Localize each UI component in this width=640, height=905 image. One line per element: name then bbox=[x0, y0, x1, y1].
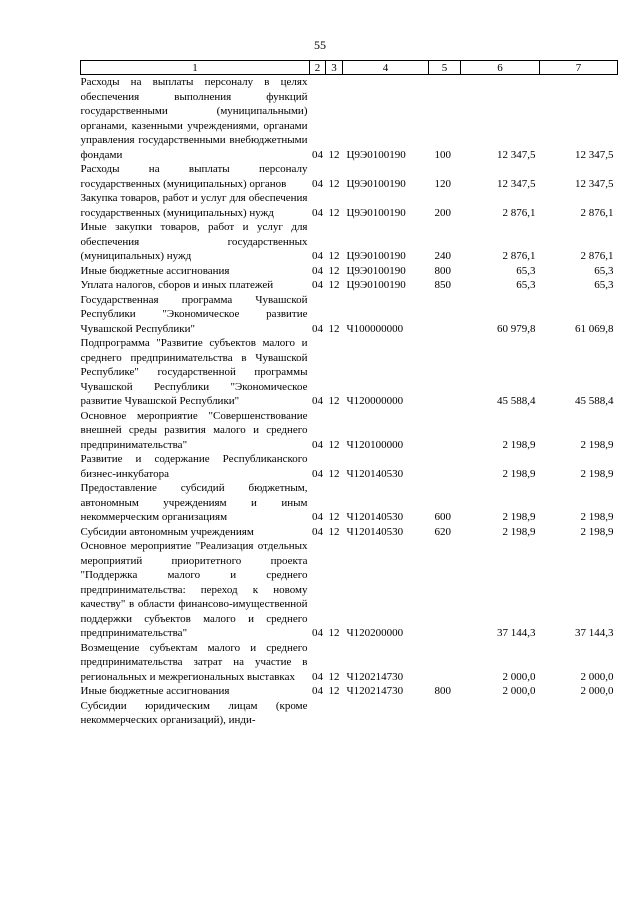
section-code bbox=[310, 699, 326, 728]
target-article-code: Ц9Э0100190 bbox=[346, 264, 406, 277]
section-code: 04 bbox=[312, 438, 323, 451]
table-row bbox=[81, 699, 618, 728]
target-article-code: Ч120140530 bbox=[346, 511, 404, 523]
expense-type-code: 800 bbox=[434, 685, 451, 697]
section-code: 04 bbox=[312, 627, 323, 639]
amount-year-1: 2 198,9 bbox=[502, 467, 536, 480]
target-article-code: Ц9Э0100190 bbox=[346, 177, 406, 190]
row-name: Расходы на выплаты персоналу государственных (муниципальных) органов bbox=[80, 163, 308, 190]
amount-year-1: 2 198,9 bbox=[502, 438, 536, 451]
row-name: Основное мероприятие "Реализация отдельных мероприятий приоритетного проекта "Поддержка малого и среднего предпринимательства: переход к новому качеству" в области финансово-имущественной поддержки субъектов малого и среднего предпринимательства" bbox=[80, 540, 308, 639]
expense-type-code: 100 bbox=[434, 148, 451, 161]
row-name: Уплата налогов, сборов и иных платежей bbox=[80, 279, 274, 291]
subsection-code: 12 bbox=[328, 206, 340, 219]
amount-year-2: 2 000,0 bbox=[580, 685, 614, 697]
row-name: Предоставление субсидий бюджетным, автономным учреждениям и иным некоммерческим организациям bbox=[80, 482, 308, 523]
table-row bbox=[81, 525, 618, 540]
expense-type-code: 120 bbox=[434, 177, 451, 190]
table-row bbox=[81, 278, 618, 293]
subsection-code: 12 bbox=[328, 177, 340, 190]
target-article-code: Ц9Э0100190 bbox=[346, 250, 406, 262]
table-row bbox=[81, 264, 618, 279]
amount-year-1: 65,3 bbox=[516, 279, 536, 291]
amount-year-1: 2 198,9 bbox=[502, 511, 536, 523]
subsection-code: 12 bbox=[328, 685, 340, 697]
subsection-code: 12 bbox=[328, 511, 340, 523]
row-name: Субсидии юридическим лицам (кроме некоммерческих организаций), инди- bbox=[80, 699, 308, 726]
target-article-code: Ч120214730 bbox=[346, 685, 404, 697]
column-header: 3 bbox=[326, 61, 343, 75]
amount-year-2: 2 000,0 bbox=[580, 670, 614, 683]
section-code: 04 bbox=[312, 511, 323, 523]
row-name: Развитие и содержание Республиканского бизнес-инкубатора bbox=[80, 453, 308, 480]
target-article-code: Ч120000000 bbox=[346, 395, 404, 407]
section-code: 04 bbox=[312, 206, 323, 219]
amount-year-1: 60 979,8 bbox=[497, 322, 536, 335]
amount-year-2: 12 347,5 bbox=[575, 148, 614, 161]
table-header bbox=[81, 61, 618, 75]
amount-year-1: 65,3 bbox=[516, 264, 536, 277]
column-header: 1 bbox=[81, 61, 310, 75]
row-name: Субсидии автономным учреждениям bbox=[80, 525, 254, 538]
subsection-code: 12 bbox=[328, 525, 340, 538]
expense-type-code bbox=[429, 336, 461, 409]
amount-year-2: 2 876,1 bbox=[580, 250, 614, 262]
subsection-code: 12 bbox=[328, 438, 340, 451]
target-article-code: Ц9Э0100190 bbox=[346, 148, 406, 161]
page-number: 55 bbox=[314, 38, 326, 52]
amount-year-1: 2 876,1 bbox=[502, 250, 536, 262]
budget-table bbox=[80, 60, 618, 728]
amount-year-2: 37 144,3 bbox=[575, 627, 614, 639]
table-row bbox=[81, 452, 618, 481]
amount-year-1: 2 000,0 bbox=[502, 670, 536, 683]
table-row bbox=[81, 75, 618, 163]
row-name: Государственная программа Чувашской Республики "Экономическое развитие Чувашской Республики" bbox=[80, 293, 308, 335]
row-name: Расходы на выплаты персоналу в целях обеспечения выполнения функций государственными (муниципальными) органами, казенными учреждениями, органами управления государственными внебюджетными фондами bbox=[80, 76, 308, 161]
subsection-code: 12 bbox=[328, 250, 340, 262]
expense-type-code: 800 bbox=[434, 264, 451, 277]
column-header: 5 bbox=[429, 61, 461, 75]
row-name: Возмещение субъектам малого и среднего предпринимательства затрат на участие в региональных и межрегиональных выставках bbox=[80, 641, 308, 683]
expense-type-code bbox=[429, 641, 461, 685]
amount-year-1: 2 000,0 bbox=[502, 685, 536, 697]
expense-type-code: 850 bbox=[434, 279, 451, 291]
target-article-code: Ч120200000 bbox=[346, 627, 404, 639]
target-article-code: Ч120100000 bbox=[346, 438, 404, 451]
amount-year-2: 12 347,5 bbox=[575, 177, 614, 190]
amount-year-2: 2 198,9 bbox=[580, 467, 614, 480]
target-article-code: Ч120140530 bbox=[346, 525, 404, 538]
section-code: 04 bbox=[312, 395, 323, 407]
expense-type-code: 620 bbox=[434, 525, 451, 538]
table-row bbox=[81, 409, 618, 453]
expense-type-code bbox=[429, 293, 461, 337]
section-code: 04 bbox=[312, 322, 323, 335]
subsection-code: 12 bbox=[328, 670, 340, 683]
section-code: 04 bbox=[312, 279, 323, 291]
subsection-code: 12 bbox=[328, 395, 340, 407]
amount-year-2: 65,3 bbox=[594, 279, 614, 291]
subsection-code: 12 bbox=[328, 264, 340, 277]
subsection-code: 12 bbox=[328, 322, 340, 335]
row-name: Подпрограмма "Развитие субъектов малого и среднего предпринимательства в Чувашской Республике" государственной программы Чувашской Республики "Экономическое развитие Чувашской Республики" bbox=[80, 337, 308, 407]
expense-type-code: 600 bbox=[434, 511, 451, 523]
section-code: 04 bbox=[312, 177, 323, 190]
amount-year-1 bbox=[461, 699, 540, 728]
target-article-code: Ч120214730 bbox=[346, 670, 404, 683]
amount-year-2: 45 588,4 bbox=[575, 395, 614, 407]
target-article-code: Ц9Э0100190 bbox=[346, 279, 406, 291]
amount-year-1: 2 198,9 bbox=[502, 525, 536, 538]
target-article-code: Ч120140530 bbox=[346, 467, 404, 480]
amount-year-2: 61 069,8 bbox=[575, 322, 614, 335]
expense-type-code bbox=[429, 409, 461, 453]
amount-year-2: 2 198,9 bbox=[580, 511, 614, 523]
amount-year-2: 2 198,9 bbox=[580, 525, 614, 538]
row-name: Основное мероприятие "Совершенствование внешней среды развития малого и среднего предпринимательства" bbox=[80, 409, 308, 451]
amount-year-2: 2 876,1 bbox=[580, 206, 614, 219]
row-name: Иные закупки товаров, работ и услуг для обеспечения государственных (муниципальных) нужд bbox=[80, 221, 308, 262]
row-name: Иные бюджетные ассигнования bbox=[80, 685, 230, 697]
subsection-code: 12 bbox=[328, 467, 340, 480]
table-row bbox=[81, 191, 618, 220]
expense-type-code bbox=[429, 699, 461, 728]
table-row bbox=[81, 481, 618, 525]
target-article-code: Ц9Э0100190 bbox=[346, 206, 406, 219]
table-row bbox=[81, 684, 618, 699]
subsection-code bbox=[326, 699, 343, 728]
table-row bbox=[81, 641, 618, 685]
amount-year-2: 65,3 bbox=[594, 264, 614, 277]
row-name: Закупка товаров, работ и услуг для обеспечения государственных (муниципальных) нужд bbox=[80, 192, 308, 219]
table-row bbox=[81, 220, 618, 264]
amount-year-2: 2 198,9 bbox=[580, 438, 614, 451]
section-code: 04 bbox=[312, 525, 323, 538]
section-code: 04 bbox=[312, 670, 323, 683]
table-body bbox=[81, 75, 618, 728]
expense-type-code bbox=[429, 539, 461, 641]
subsection-code: 12 bbox=[328, 279, 340, 291]
table-row bbox=[81, 539, 618, 641]
section-code: 04 bbox=[312, 264, 323, 277]
table-row bbox=[81, 162, 618, 191]
amount-year-1: 37 144,3 bbox=[497, 627, 536, 639]
subsection-code: 12 bbox=[328, 148, 340, 161]
amount-year-2 bbox=[540, 699, 618, 728]
column-header: 4 bbox=[343, 61, 429, 75]
section-code: 04 bbox=[312, 467, 323, 480]
table-row bbox=[81, 293, 618, 337]
expense-type-code: 200 bbox=[434, 206, 451, 219]
target-article-code: Ч100000000 bbox=[346, 322, 404, 335]
expense-type-code bbox=[429, 452, 461, 481]
target-article-code bbox=[343, 699, 429, 728]
section-code: 04 bbox=[312, 250, 323, 262]
table-row bbox=[81, 336, 618, 409]
header-row bbox=[81, 61, 618, 75]
expense-type-code: 240 bbox=[434, 250, 451, 262]
amount-year-1: 12 347,5 bbox=[497, 177, 536, 190]
amount-year-1: 12 347,5 bbox=[497, 148, 536, 161]
amount-year-1: 45 588,4 bbox=[497, 395, 536, 407]
column-header: 6 bbox=[461, 61, 540, 75]
subsection-code: 12 bbox=[328, 627, 340, 639]
row-name: Иные бюджетные ассигнования bbox=[80, 264, 230, 277]
column-header: 2 bbox=[310, 61, 326, 75]
column-header: 7 bbox=[540, 61, 618, 75]
section-code: 04 bbox=[312, 148, 323, 161]
amount-year-1: 2 876,1 bbox=[502, 206, 536, 219]
section-code: 04 bbox=[312, 685, 323, 697]
